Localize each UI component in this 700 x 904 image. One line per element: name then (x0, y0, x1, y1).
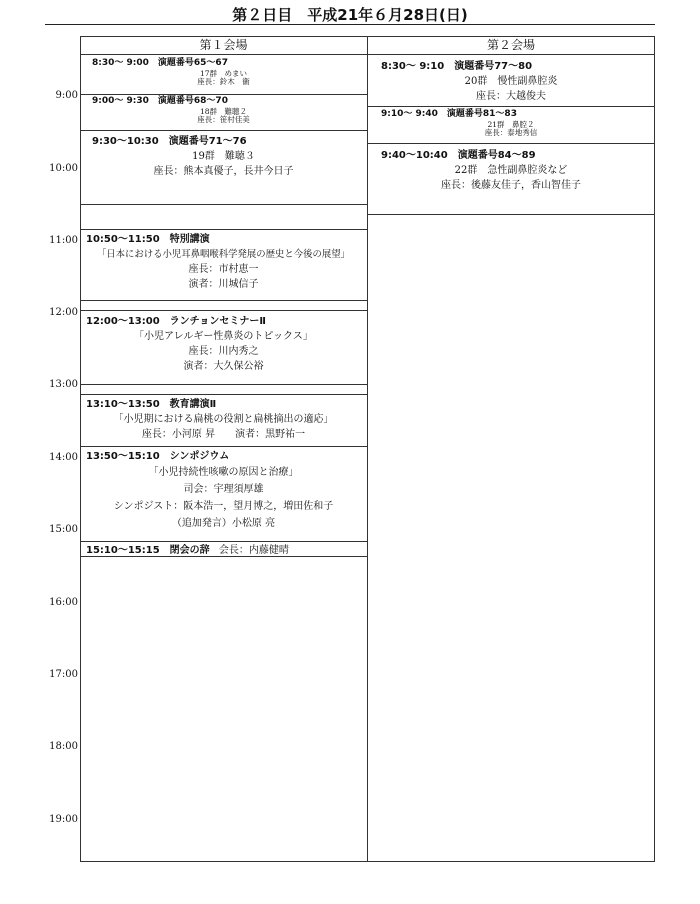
row-separator (80, 229, 367, 230)
session-chair: 座長：川内秀之 (188, 346, 259, 357)
session-chair: 会長：内藤健晴 (218, 545, 289, 556)
page-title: 第２日目 平成21年６月28日(日) (232, 6, 468, 24)
session-speaker: 演者：川城信子 (188, 279, 259, 290)
row-separator (80, 310, 367, 311)
closing-line (80, 543, 367, 557)
title-underline (45, 24, 655, 25)
session-group: 17群 めまい (199, 68, 248, 78)
session-heading: 9:00～ 9:30 演題番号68～70 (92, 96, 228, 106)
session-speaker: 演者：大久保公裕 (183, 361, 264, 372)
session-topic: 「小児アレルギー性鼻炎のトピックス」 (134, 331, 313, 342)
time-label: 11:00 (49, 235, 78, 246)
session-block-68 (80, 95, 367, 129)
time-label: 15:00 (49, 524, 78, 535)
time-label: 17:00 (49, 669, 78, 680)
time-label: 13:00 (49, 379, 78, 390)
session-heading: 12:00～13:00 ランチョンセミナーⅡ (86, 316, 266, 327)
session-topic: 「日本における小児耳鼻咽喉科学発展の歴史と今後の展望」 (96, 249, 351, 260)
session-chair: 座長：熊本真優子，長井今日子 (153, 166, 294, 177)
session-chair: 座長：笹村佳美 (197, 115, 250, 125)
row-separator (367, 214, 655, 215)
session-group: 18群 難聴２ (199, 106, 248, 116)
session-group: 22群 急性副鼻腔炎など (454, 165, 568, 176)
session-topic: 「小児期における扁桃の役割と扁桃摘出の適応」 (113, 414, 334, 425)
time-label: 9:00 (55, 90, 78, 101)
time-label: 18:00 (49, 741, 78, 752)
session-moderator: 司会：宇理須厚雄 (183, 484, 264, 495)
session-additional: （追加発言）小松原 亮 (171, 518, 276, 529)
closing-address (80, 543, 367, 557)
session-group: 21群 鼻腔２ (487, 119, 535, 129)
session-heading: 9:40～10:40 演題番号84～89 (381, 150, 536, 161)
session-chair: 座長：大越俊夫 (476, 91, 546, 102)
session-block-65 (80, 57, 367, 94)
time-label: 12:00 (49, 307, 78, 318)
session-heading: 8:30～ 9:00 演題番号65～67 (92, 58, 228, 68)
time-label: 16:00 (49, 597, 78, 608)
special-lecture (80, 232, 367, 300)
session-group: 19群 難聴３ (192, 151, 255, 162)
luncheon-seminar (80, 314, 367, 382)
hall2-header: 第２会場 (367, 36, 655, 55)
row-separator (367, 143, 655, 144)
session-chair: 座長：鈴木 衞 (197, 77, 250, 87)
row-separator (80, 300, 367, 301)
time-label: 14:00 (49, 452, 78, 463)
hall1-header: 第１会場 (80, 36, 367, 55)
row-separator (80, 384, 367, 385)
session-heading: 9:10～ 9:40 演題番号81～83 (381, 109, 517, 119)
session-chair-speaker: 座長：小河原 昇 演者：黒野祐一 (141, 429, 306, 440)
session-block-84 (367, 148, 655, 208)
session-panelists: シンポジスト：阪本浩一，望月博之，増田佐和子 (113, 501, 334, 512)
session-chair: 座長：市村恵一 (188, 264, 259, 275)
session-heading: 8:30～ 9:10 演題番号77～80 (381, 61, 533, 72)
row-separator (367, 106, 655, 107)
session-heading: 15:10～15:15 閉会の辞 (86, 545, 210, 556)
session-chair: 座長：後藤友佳子，香山智佳子 (441, 180, 581, 191)
session-heading: 9:30～10:30 演題番号71～76 (92, 136, 247, 147)
row-separator (80, 204, 367, 205)
session-block-77 (367, 59, 655, 105)
session-chair: 座長：泰地秀信 (484, 128, 538, 138)
row-separator (80, 394, 367, 395)
session-topic: 「小児持続性咳嗽の原因と治療」 (148, 467, 299, 478)
session-heading: 10:50～11:50 特別講演 (86, 234, 210, 245)
session-block-71 (80, 134, 367, 204)
row-separator (80, 541, 367, 542)
time-label: 10:00 (49, 163, 78, 174)
symposium (80, 449, 367, 541)
session-group: 20群 慢性副鼻腔炎 (464, 76, 558, 87)
educational-lecture (80, 397, 367, 445)
time-label: 19:00 (49, 814, 78, 825)
session-heading: 13:10～13:50 教育講演Ⅱ (86, 399, 217, 410)
session-block-81 (367, 108, 655, 143)
row-separator (80, 130, 367, 131)
row-separator (80, 446, 367, 447)
session-heading: 13:50～15:10 シンポジウム (86, 451, 230, 462)
row-separator (80, 556, 367, 557)
